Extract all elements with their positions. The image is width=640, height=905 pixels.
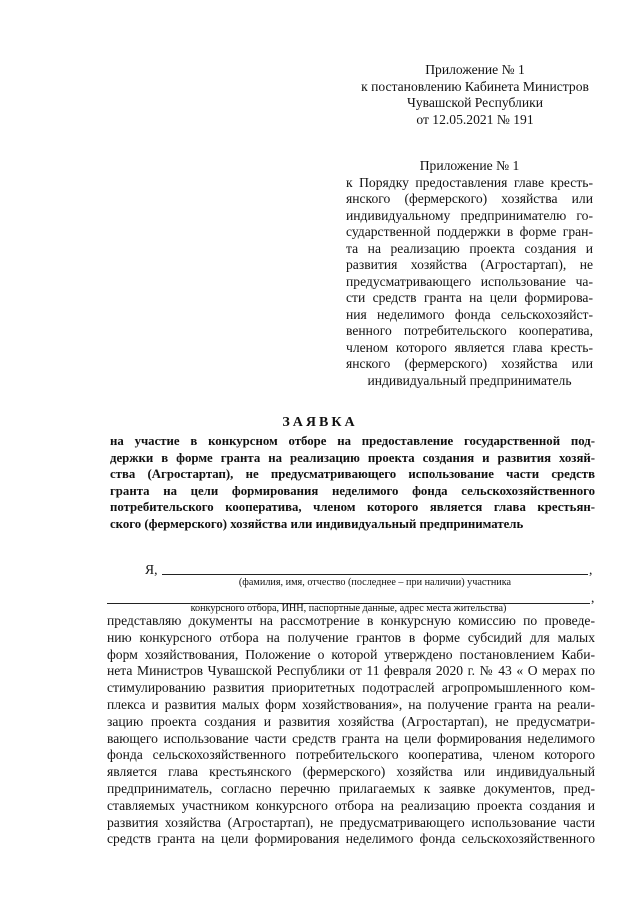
- application-subject: [110, 433, 595, 533]
- subject-line: потребительского кооператива, членом которого является глава крестьян-: [110, 500, 595, 515]
- comma: ,: [591, 590, 595, 605]
- caption-applicant-name: (фамилия, имя, отчество (последнее – при наличии) участника: [238, 577, 512, 588]
- body-line: ставляемых участником конкурсного отбора на реализацию проекта создания и: [107, 797, 595, 813]
- comma: ,: [589, 562, 593, 577]
- subject-line: держки в форме гранта на реализацию проекта создания и развития хозяй-: [110, 450, 595, 465]
- body-line: фонда сельскохозяйственного потребительского кооператива, членом которого: [107, 747, 595, 763]
- body-line: развития хозяйства (Агростартап), не предусматривающего использование части: [107, 814, 595, 830]
- order-annex-line: янского (фермерского) хозяйства или: [346, 356, 593, 371]
- body-line: плекса и развития малых форм хозяйствования», на получение гранта на реали-: [107, 696, 595, 712]
- order-annex-last-line: индивидуальный предприниматель: [367, 372, 572, 388]
- order-annex-line: развития хозяйства (Агростартап), не: [346, 257, 593, 272]
- body-line: вающего использование части средств гранта на цели формирования неделимого: [107, 730, 595, 746]
- order-annex-line: предусматривающего использование ча-: [346, 273, 593, 289]
- body-line: зацию проекта создания и развития хозяйства (Агростартап), не предусматри-: [107, 713, 595, 729]
- caption-applicant-details: конкурсного отбора, ИНН, паспортные данные, адрес места жительства): [190, 603, 507, 614]
- applicant-name-line[interactable]: [162, 574, 588, 575]
- order-annex-line: сти средств гранта на цели формирова-: [346, 290, 593, 305]
- order-annex-line: янского (фермерского) хозяйства или: [346, 191, 593, 206]
- body-line: предприниматель, согласно перечню прилагаемых к заявке документов, пред-: [107, 780, 595, 796]
- resolution-annex-line: от 12.05.2021 № 191: [416, 111, 534, 127]
- resolution-annex-block: [355, 62, 595, 128]
- subject-line: на участие в конкурсном отборе на предоставление государственной под-: [110, 434, 595, 448]
- body-line: средств гранта на цели формирования неделимого фонда сельскохозяйственного: [107, 831, 595, 847]
- body-line: стимулированию развития приоритетных подотраслей агропромышленного ком-: [107, 680, 595, 696]
- body-line: является глава крестьянского (фермерского) хозяйства или индивидуальный: [107, 764, 595, 780]
- order-annex-line: членом которого является глава кресть-: [346, 339, 593, 355]
- order-annex-line: венного потребительского кооператива,: [346, 323, 593, 338]
- order-annex-heading: Приложение № 1: [419, 158, 520, 173]
- resolution-annex-line: Приложение № 1: [425, 62, 525, 77]
- resolution-annex-line: к постановлению Кабинета Министров: [361, 78, 589, 94]
- body-line: форм хозяйствования, Положение о которой утверждено постановлением Каби-: [107, 646, 595, 662]
- body-text: [107, 613, 595, 848]
- order-annex-line: к Порядку предоставления главе кресть-: [346, 174, 593, 190]
- body-line: нета Министров Чувашской Республики от 11 февраля 2020 г. № 43 « О мерах по: [107, 663, 595, 679]
- subject-last-line: ского (фермерского) хозяйства или индивидуальный предприниматель: [110, 516, 524, 531]
- order-annex-line: сударственной поддержки в форме гран-: [346, 224, 593, 239]
- order-annex-line: та на реализацию проекта создания и: [346, 240, 593, 256]
- order-annex-line: индивидуальному предпринимателю го-: [346, 207, 593, 223]
- ya-label: Я,: [145, 562, 158, 577]
- body-line: представляю документы на рассмотрение в конкурсную комиссию по проведе-: [107, 613, 595, 628]
- subject-line: ства (Агростартап), не предусматривающего использование части средств: [110, 467, 595, 482]
- order-annex-block: [346, 158, 593, 389]
- subject-line: гранта на цели формирования неделимого фонда сельскохозяйственного: [110, 483, 595, 498]
- order-annex-line: ния неделимого фонда сельскохозяйст-: [346, 306, 593, 322]
- body-line: нию конкурсного отбора на получение грантов в форме субсидий для малых: [107, 629, 595, 645]
- resolution-annex-line: Чувашской Республики: [407, 95, 543, 110]
- application-title: ЗАЯВКА: [282, 415, 358, 430]
